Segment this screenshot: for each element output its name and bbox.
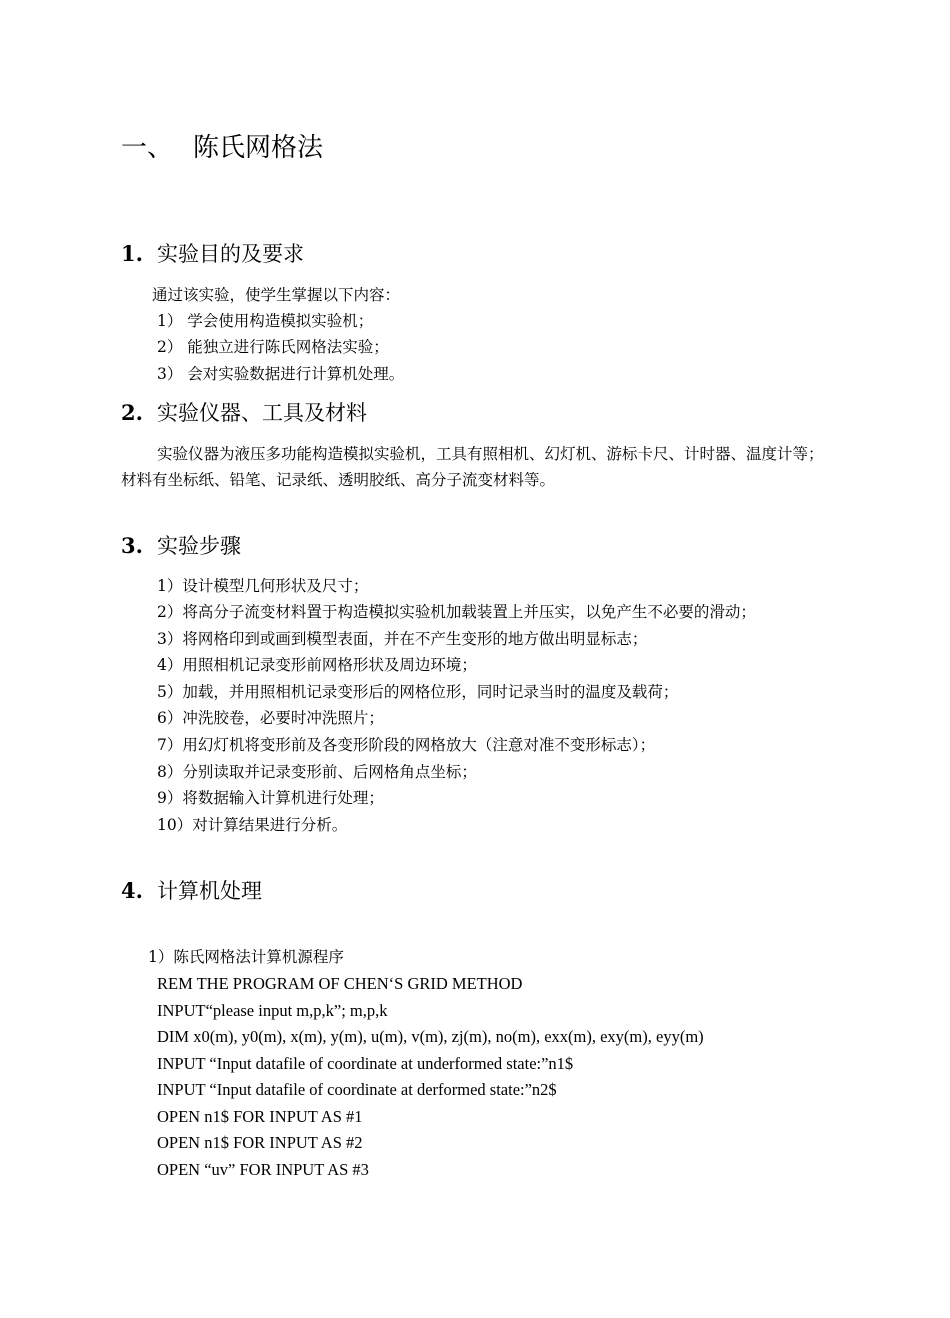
step-item: 2）将高分子流变材料置于构造模拟实验机加载装置上并压实，以免产生不必要的滑动； — [157, 603, 756, 621]
chapter-title — [121, 130, 323, 166]
step-item: 8）分别读取并记录变形前、后网格角点坐标； — [157, 763, 477, 781]
code-line: DIM x0(m), y0(m), x(m), y(m), u(m), v(m), zj(m), no(m), exx(m), exy(m), eyy(m) — [157, 1027, 704, 1046]
step-item: 6）冲洗胶卷，必要时冲洗照片； — [157, 709, 384, 727]
code-line: REM THE PROGRAM OF CHEN‘S GRID METHOD — [157, 974, 523, 993]
section-1-title-text: 实验目的及要求 — [157, 242, 304, 266]
step-item: 3）将网格印到或画到模型表面，并在不产生变形的地方做出明显标志； — [157, 630, 648, 648]
step-item: 7）用幻灯机将变形前及各变形阶段的网格放大（注意对准不变形标志）； — [157, 736, 656, 754]
code-line: INPUT“please input m,p,k”; m,p,k — [157, 1001, 388, 1020]
code-line: INPUT “Input datafile of coordinate at underformed state:”n1$ — [157, 1054, 574, 1073]
code-line: OPEN n1$ FOR INPUT AS #2 — [157, 1133, 363, 1152]
section-1-number: 1. — [121, 241, 143, 266]
chapter-number: 一、 — [121, 133, 174, 163]
step-item: 4）用照相机记录变形前网格形状及周边环境； — [157, 656, 477, 674]
step-item: 10）对计算结果进行分析。 — [157, 816, 348, 834]
section-4-title-text: 计算机处理 — [157, 879, 262, 903]
code-line: OPEN “uv” FOR INPUT AS #3 — [157, 1160, 369, 1179]
section-2-title-text: 实验仪器、工具及材料 — [157, 401, 367, 425]
section-2-paragraph: 实验仪器为液压多功能构造模拟实验机，工具有照相机、幻灯机、游标卡尺、计时器、温度计等；材料有坐标纸、铅笔、记录纸、透明胶纸、高分子流变材料等。 — [121, 445, 824, 489]
section-1-title — [121, 239, 304, 269]
section-1-item: 2） 能独立进行陈氏网格法实验； — [157, 338, 389, 356]
section-1-intro: 通过该实验，使学生掌握以下内容： — [152, 286, 401, 304]
section-3-title-text: 实验步骤 — [157, 534, 241, 558]
section-1-item: 3） 会对实验数据进行计算机处理。 — [157, 365, 405, 383]
section-4-subheading: 1）陈氏网格法计算机源程序 — [148, 948, 344, 966]
step-item: 5）加载，并用照相机记录变形后的网格位形，同时记录当时的温度及载荷； — [157, 683, 679, 701]
step-item: 1）设计模型几何形状及尺寸； — [157, 577, 369, 595]
section-2-number: 2. — [121, 400, 143, 425]
section-3-title — [121, 531, 241, 561]
code-line: OPEN n1$ FOR INPUT AS #1 — [157, 1107, 363, 1126]
code-line: INPUT “Input datafile of coordinate at derformed state:”n2$ — [157, 1080, 557, 1099]
chapter-title-text: 陈氏网格法 — [193, 133, 324, 163]
section-4-number: 4. — [121, 878, 143, 903]
step-item: 9）将数据输入计算机进行处理； — [157, 789, 384, 807]
section-1-item: 1） 学会使用构造模拟实验机； — [157, 312, 374, 330]
section-3-number: 3. — [121, 533, 143, 558]
section-4-title — [121, 876, 262, 906]
section-2-title — [121, 398, 367, 428]
